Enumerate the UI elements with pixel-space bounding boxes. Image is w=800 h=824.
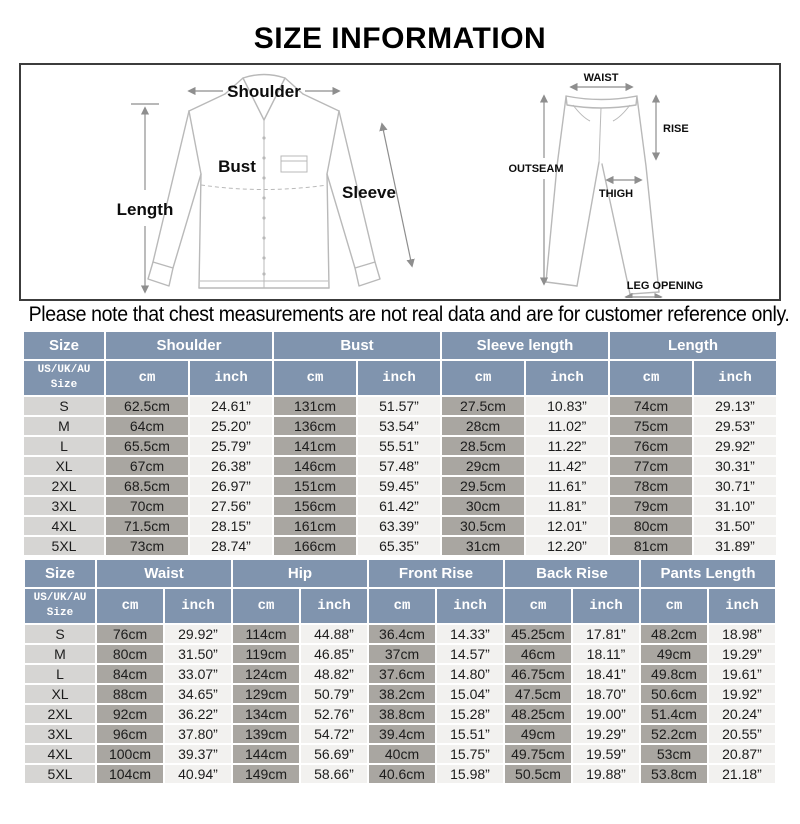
inch-value-cell: 18.70”: [573, 685, 639, 703]
size-column-header: Size: [24, 332, 104, 359]
inch-value-cell: 31.89”: [694, 537, 776, 555]
size-cell: L: [24, 437, 104, 455]
shirt-sleeve-left-inner: [173, 174, 201, 268]
inch-value-cell: 28.15”: [190, 517, 272, 535]
inch-value-cell: 18.98”: [709, 625, 775, 643]
unit-header-inch: inch: [526, 361, 608, 395]
unit-header-cm: cm: [369, 589, 435, 623]
cm-value-cell: 45.25cm: [505, 625, 571, 643]
cm-value-cell: 104cm: [97, 765, 163, 783]
pants-outer-seam-left: [546, 97, 566, 282]
group-header: Back Rise: [505, 560, 639, 587]
measurement-note-text: Please note that chest measurements are not real data and are for customer reference only.: [28, 303, 790, 326]
table-row-M: [24, 417, 776, 435]
cm-value-cell: 37.6cm: [369, 665, 435, 683]
shirt-diagram: [27, 66, 447, 298]
inch-value-cell: 55.51”: [358, 437, 440, 455]
cm-value-cell: 49.75cm: [505, 745, 571, 763]
inch-value-cell: 54.72”: [301, 725, 367, 743]
inch-value-cell: 25.20”: [190, 417, 272, 435]
inch-value-cell: 31.50”: [694, 517, 776, 535]
cm-value-cell: 64cm: [106, 417, 188, 435]
cm-value-cell: 49cm: [641, 645, 707, 663]
inch-value-cell: 11.22”: [526, 437, 608, 455]
unit-header-cm: cm: [610, 361, 692, 395]
cm-value-cell: 28cm: [442, 417, 524, 435]
cm-value-cell: 40.6cm: [369, 765, 435, 783]
inch-value-cell: 59.45”: [358, 477, 440, 495]
inch-value-cell: 11.61”: [526, 477, 608, 495]
inch-value-cell: 29.92”: [694, 437, 776, 455]
group-header: Shoulder: [106, 332, 272, 359]
group-header: Waist: [97, 560, 231, 587]
inch-value-cell: 58.66”: [301, 765, 367, 783]
size-cell: 4XL: [25, 745, 95, 763]
size-cell: M: [24, 417, 104, 435]
cm-value-cell: 53cm: [641, 745, 707, 763]
inch-value-cell: 29.92”: [165, 625, 231, 643]
thigh-label: THIGH: [598, 188, 634, 200]
inch-value-cell: 18.41”: [573, 665, 639, 683]
shirt-body-right: [327, 111, 339, 288]
inch-value-cell: 26.97”: [190, 477, 272, 495]
unit-header-row: [25, 589, 775, 623]
inch-value-cell: 14.80”: [437, 665, 503, 683]
size-subheader: US/UK/AU Size: [24, 361, 104, 395]
size-information-page: [0, 24, 800, 785]
cm-value-cell: 80cm: [97, 645, 163, 663]
inch-value-cell: 15.51”: [437, 725, 503, 743]
pants-waistband: [566, 96, 637, 108]
inch-value-cell: 63.39”: [358, 517, 440, 535]
cm-value-cell: 38.2cm: [369, 685, 435, 703]
inch-value-cell: 11.81”: [526, 497, 608, 515]
cm-value-cell: 146cm: [274, 457, 356, 475]
cm-value-cell: 131cm: [274, 397, 356, 415]
inch-value-cell: 12.20”: [526, 537, 608, 555]
shirt-collar-back: [243, 75, 285, 79]
size-column-header: Size: [25, 560, 95, 587]
inch-value-cell: 51.57”: [358, 397, 440, 415]
inch-value-cell: 30.71”: [694, 477, 776, 495]
size-subheader: US/UK/AU Size: [25, 589, 95, 623]
cm-value-cell: 53.8cm: [641, 765, 707, 783]
inch-value-cell: 10.83”: [526, 397, 608, 415]
inch-value-cell: 50.79”: [301, 685, 367, 703]
cm-value-cell: 28.5cm: [442, 437, 524, 455]
inch-value-cell: 12.01”: [526, 517, 608, 535]
shirt-cuff-right: [355, 262, 380, 286]
cm-value-cell: 74cm: [610, 397, 692, 415]
inch-value-cell: 25.79”: [190, 437, 272, 455]
inch-value-cell: 20.87”: [709, 745, 775, 763]
cm-value-cell: 50.5cm: [505, 765, 571, 783]
inch-value-cell: 29.13”: [694, 397, 776, 415]
table-row-L: [24, 437, 776, 455]
cm-value-cell: 79cm: [610, 497, 692, 515]
size-cell: XL: [24, 457, 104, 475]
shirt-sleeve-left-outer: [153, 111, 189, 262]
unit-header-cm: cm: [641, 589, 707, 623]
cm-value-cell: 31cm: [442, 537, 524, 555]
leg-opening-label: LEG OPENING: [626, 280, 704, 292]
unit-header-inch: inch: [358, 361, 440, 395]
inch-value-cell: 19.61”: [709, 665, 775, 683]
cm-value-cell: 136cm: [274, 417, 356, 435]
pants-diagram: [449, 66, 779, 298]
inch-value-cell: 15.04”: [437, 685, 503, 703]
inch-value-cell: 28.74”: [190, 537, 272, 555]
size-cell: 2XL: [25, 705, 95, 723]
cm-value-cell: 37cm: [369, 645, 435, 663]
cm-value-cell: 78cm: [610, 477, 692, 495]
unit-header-cm: cm: [274, 361, 356, 395]
cm-value-cell: 68.5cm: [106, 477, 188, 495]
unit-header-inch: inch: [190, 361, 272, 395]
cm-value-cell: 81cm: [610, 537, 692, 555]
table-row-5XL: [25, 765, 775, 783]
rise-label: RISE: [663, 123, 689, 135]
pants-inner-seam-left: [577, 162, 599, 286]
inch-value-cell: 29.53”: [694, 417, 776, 435]
cm-value-cell: 48.25cm: [505, 705, 571, 723]
cm-value-cell: 71.5cm: [106, 517, 188, 535]
unit-header-cm: cm: [505, 589, 571, 623]
table-row-5XL: [24, 537, 776, 555]
cm-value-cell: 29.5cm: [442, 477, 524, 495]
inch-value-cell: 20.24”: [709, 705, 775, 723]
cm-value-cell: 139cm: [233, 725, 299, 743]
group-header: Hip: [233, 560, 367, 587]
inch-value-cell: 19.92”: [709, 685, 775, 703]
inch-value-cell: 27.56”: [190, 497, 272, 515]
cm-value-cell: 92cm: [97, 705, 163, 723]
inch-value-cell: 11.02”: [526, 417, 608, 435]
size-cell: 5XL: [24, 537, 104, 555]
cm-value-cell: 75cm: [610, 417, 692, 435]
length-label: Length: [116, 200, 174, 219]
table-row-M: [25, 645, 775, 663]
inch-value-cell: 48.82”: [301, 665, 367, 683]
size-cell: 5XL: [25, 765, 95, 783]
cm-value-cell: 166cm: [274, 537, 356, 555]
table-row-XL: [24, 457, 776, 475]
waist-label: WAIST: [583, 72, 619, 84]
cm-value-cell: 119cm: [233, 645, 299, 663]
size-cell: 3XL: [25, 725, 95, 743]
inch-value-cell: 17.81”: [573, 625, 639, 643]
cm-value-cell: 49cm: [505, 725, 571, 743]
pants-hem-left: [546, 282, 577, 286]
unit-header-inch: inch: [165, 589, 231, 623]
cm-value-cell: 88cm: [97, 685, 163, 703]
inch-value-cell: 20.55”: [709, 725, 775, 743]
inch-value-cell: 11.42”: [526, 457, 608, 475]
inch-value-cell: 19.59”: [573, 745, 639, 763]
inch-value-cell: 18.11”: [573, 645, 639, 663]
table-row-3XL: [25, 725, 775, 743]
cm-value-cell: 65.5cm: [106, 437, 188, 455]
unit-header-inch: inch: [437, 589, 503, 623]
size-cell: 3XL: [24, 497, 104, 515]
cm-value-cell: 46.75cm: [505, 665, 571, 683]
unit-header-inch: inch: [694, 361, 776, 395]
cm-value-cell: 67cm: [106, 457, 188, 475]
cm-value-cell: 151cm: [274, 477, 356, 495]
inch-value-cell: 53.54”: [358, 417, 440, 435]
cm-value-cell: 96cm: [97, 725, 163, 743]
inch-value-cell: 34.65”: [165, 685, 231, 703]
group-header: Bust: [274, 332, 440, 359]
unit-header-cm: cm: [442, 361, 524, 395]
inch-value-cell: 26.38”: [190, 457, 272, 475]
inch-value-cell: 40.94”: [165, 765, 231, 783]
group-header-row: [24, 332, 776, 359]
cm-value-cell: 27.5cm: [442, 397, 524, 415]
inch-value-cell: 21.18”: [709, 765, 775, 783]
inch-value-cell: 15.75”: [437, 745, 503, 763]
cm-value-cell: 49.8cm: [641, 665, 707, 683]
measurement-note: [0, 303, 800, 327]
cm-value-cell: 40cm: [369, 745, 435, 763]
group-header-row: [25, 560, 775, 587]
pants-size-table: [23, 558, 777, 785]
cm-value-cell: 36.4cm: [369, 625, 435, 643]
table-row-4XL: [25, 745, 775, 763]
unit-header-row: [24, 361, 776, 395]
inch-value-cell: 36.22”: [165, 705, 231, 723]
unit-header-inch: inch: [573, 589, 639, 623]
cm-value-cell: 114cm: [233, 625, 299, 643]
outseam-label: OUTSEAM: [508, 163, 564, 175]
size-cell: S: [25, 625, 95, 643]
cm-value-cell: 156cm: [274, 497, 356, 515]
size-cell: 4XL: [24, 517, 104, 535]
unit-header-cm: cm: [97, 589, 163, 623]
pants-hem-right: [630, 292, 659, 294]
cm-value-cell: 84cm: [97, 665, 163, 683]
cm-value-cell: 51.4cm: [641, 705, 707, 723]
table-row-S: [24, 397, 776, 415]
size-cell: 2XL: [24, 477, 104, 495]
shirt-size-table: [22, 330, 778, 557]
cm-value-cell: 30cm: [442, 497, 524, 515]
unit-header-inch: inch: [301, 589, 367, 623]
cm-value-cell: 47.5cm: [505, 685, 571, 703]
cm-value-cell: 29cm: [442, 457, 524, 475]
shirt-cuff-left: [148, 262, 173, 286]
inch-value-cell: 56.69”: [301, 745, 367, 763]
cm-value-cell: 76cm: [610, 437, 692, 455]
inch-value-cell: 14.57”: [437, 645, 503, 663]
shirt-body-left: [189, 111, 201, 288]
inch-value-cell: 61.42”: [358, 497, 440, 515]
inch-value-cell: 19.29”: [709, 645, 775, 663]
table-row-3XL: [24, 497, 776, 515]
cm-value-cell: 80cm: [610, 517, 692, 535]
table-row-4XL: [24, 517, 776, 535]
cm-value-cell: 124cm: [233, 665, 299, 683]
size-cell: L: [25, 665, 95, 683]
cm-value-cell: 30.5cm: [442, 517, 524, 535]
inch-value-cell: 31.50”: [165, 645, 231, 663]
inch-value-cell: 30.31”: [694, 457, 776, 475]
inch-value-cell: 57.48”: [358, 457, 440, 475]
unit-header-inch: inch: [709, 589, 775, 623]
table-row-2XL: [24, 477, 776, 495]
inch-value-cell: 33.07”: [165, 665, 231, 683]
table-row-S: [25, 625, 775, 643]
unit-header-cm: cm: [233, 589, 299, 623]
table-row-2XL: [25, 705, 775, 723]
cm-value-cell: 100cm: [97, 745, 163, 763]
inch-value-cell: 19.88”: [573, 765, 639, 783]
inch-value-cell: 19.29”: [573, 725, 639, 743]
inch-value-cell: 15.28”: [437, 705, 503, 723]
cm-value-cell: 77cm: [610, 457, 692, 475]
cm-value-cell: 73cm: [106, 537, 188, 555]
bust-label: Bust: [218, 157, 256, 176]
shirt-shoulder-seam-right: [303, 94, 339, 111]
size-cell: XL: [25, 685, 95, 703]
group-header: Length: [610, 332, 776, 359]
pants-inner-seam-right: [602, 164, 630, 294]
cm-value-cell: 149cm: [233, 765, 299, 783]
measurement-diagram-box: [19, 63, 781, 301]
cm-value-cell: 48.2cm: [641, 625, 707, 643]
cm-value-cell: 46cm: [505, 645, 571, 663]
cm-value-cell: 50.6cm: [641, 685, 707, 703]
inch-value-cell: 15.98”: [437, 765, 503, 783]
inch-value-cell: 31.10”: [694, 497, 776, 515]
group-header: Sleeve length: [442, 332, 608, 359]
shirt-pocket: [281, 156, 307, 172]
cm-value-cell: 70cm: [106, 497, 188, 515]
page-title: SIZE INFORMATION: [253, 22, 547, 55]
table-row-XL: [25, 685, 775, 703]
inch-value-cell: 44.88”: [301, 625, 367, 643]
inch-value-cell: 39.37”: [165, 745, 231, 763]
cm-value-cell: 39.4cm: [369, 725, 435, 743]
cm-value-cell: 76cm: [97, 625, 163, 643]
cm-value-cell: 129cm: [233, 685, 299, 703]
table-row-L: [25, 665, 775, 683]
inch-value-cell: 19.00”: [573, 705, 639, 723]
cm-value-cell: 134cm: [233, 705, 299, 723]
inch-value-cell: 46.85”: [301, 645, 367, 663]
cm-value-cell: 161cm: [274, 517, 356, 535]
cm-value-cell: 144cm: [233, 745, 299, 763]
group-header: Pants Length: [641, 560, 775, 587]
cm-value-cell: 38.8cm: [369, 705, 435, 723]
sleeve-label: Sleeve: [342, 183, 396, 202]
shirt-shoulder-seam-left: [189, 94, 225, 111]
inch-value-cell: 65.35”: [358, 537, 440, 555]
cm-value-cell: 141cm: [274, 437, 356, 455]
inch-value-cell: 52.76”: [301, 705, 367, 723]
inch-value-cell: 37.80”: [165, 725, 231, 743]
inch-value-cell: 24.61”: [190, 397, 272, 415]
size-cell: M: [25, 645, 95, 663]
shoulder-label: Shoulder: [227, 82, 301, 101]
pants-fly: [599, 108, 601, 162]
cm-value-cell: 52.2cm: [641, 725, 707, 743]
unit-header-cm: cm: [106, 361, 188, 395]
group-header: Front Rise: [369, 560, 503, 587]
cm-value-cell: 62.5cm: [106, 397, 188, 415]
inch-value-cell: 14.33”: [437, 625, 503, 643]
size-cell: S: [24, 397, 104, 415]
